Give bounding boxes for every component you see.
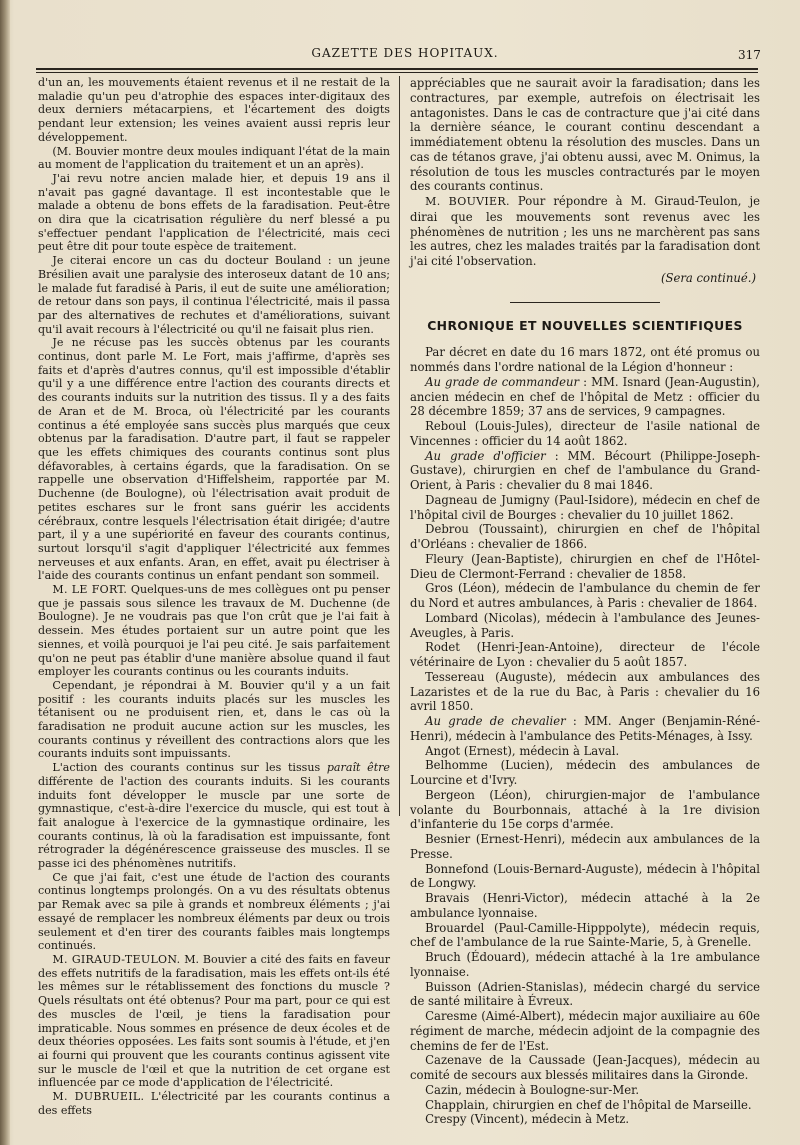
section-separator — [510, 302, 660, 303]
honor-entry: Besnier (Ernest-Henri), médecin aux ambulances de la Presse. — [410, 832, 760, 861]
italic-text: paraît être — [326, 761, 390, 775]
honor-entry: Bonnefond (Louis-Bernard-Auguste), médecin à l'hôpital de Longwy. — [410, 861, 760, 891]
journal-title: GAZETTE DES HOPITAUX. — [311, 46, 499, 60]
honor-entry: Reboul (Louis-Jules), directeur de l'asile national de Vincennes : officier du 14 août 1862. — [410, 419, 760, 448]
speaker-paragraph — [38, 1090, 390, 1117]
honor-entry: Gros (Léon), médecin de l'ambulance du chemin de fer du Nord et autres ambulances, à Paris : chevalier de 1864. — [410, 581, 760, 610]
grade-heading: Au grade de chevalier — [425, 714, 566, 728]
speaker-name: M. GIRAUD-TEULON. — [52, 953, 181, 966]
header-rule — [36, 68, 758, 73]
grade-heading: Au grade de commandeur — [425, 374, 580, 389]
speaker-text: L'électricité par les courants continus a des effets — [38, 1090, 390, 1117]
honor-entry: Caresme (Aimé-Albert), médecin major auxiliaire au 60e régiment de marche, médecin adjoint de la compagnie des chemins de fer de l'Est. — [410, 1009, 760, 1053]
right-column — [410, 76, 760, 1127]
paragraph: d'un an, les mouvements étaient revenus et il ne restait de la maladie qu'un peu d'atrophie des espaces inter-digitaux des deux derniers métacarpiens, et l'écartement des doigts pendant leur extension; les veines avaient aussi repris leur développement. — [38, 76, 390, 144]
honor-entry: Rodet (Henri-Jean-Antoine), directeur de l'école vétérinaire de Lyon : chevalier du 5 août 1857. — [410, 640, 760, 669]
entry-text: : MM. Isnard (Jean-Augustin), ancien médecin en chef de l'hôpital de Metz : officier du 28 décembre 1859; 37 ans de services, 9 campagnes. — [410, 374, 760, 419]
honor-entry: Tessereau (Auguste), médecin aux ambulances des Lazaristes et de la rue du Bac, à Paris : chevalier du 16 avril 1850. — [410, 669, 760, 714]
honor-entry: Debrou (Toussaint), chirurgien en chef de l'hôpital d'Orléans : chevalier de 1866. — [410, 522, 760, 551]
speaker-name: M. BOUVIER. — [425, 195, 510, 208]
speaker-name: M. LE FORT. — [52, 583, 128, 597]
column-divider — [399, 76, 400, 816]
honor-entry: Dagneau de Jumigny (Paul-Isidore), médecin en chef de l'hôpital civil de Bourges : chevalier du 10 juillet 1862. — [410, 492, 760, 522]
honor-entry: Bergeon (Léon), chirurgien-major de l'ambulance volante du Bourbonnais, attaché à la 1re division d'infanterie du 15e corps d'armée. — [410, 787, 760, 832]
entry-text: : MM. Anger (Benjamin-Réné-Henri), médecin à l'ambulance des Petits-Ménages, à Issy. — [410, 714, 760, 743]
paragraph: Je ne récuse pas les succès obtenus par les courants continus, dont parle M. Le Fort, mais j'affirme, d'après ses faits et d'après d'autres connus, qu'il est impossible d'établir qu'il y a une différence entre l'action des courants directs et des courants induits sur la nutrition des tissus. Il y a des faits de Aran et de M. Broca, où l'électricité par les courants continus a été employée sans succès plus marqués que ceux obtenus par la faradisation. D'autre part, il faut se rappeler que les effets chimiques des courants continus sont plus défavorables, à certains égards, que la faradisation. On se rappelle une observation d'Hiffelsheim, rapportée par M. Duchenne (de Boulogne), où l'électrisation avait produit de petites eschares sur le front sans guérir les accidents cérébraux, contre lesquels l'électrisation était dirigée; d'autre part, il y a une supériorité en faveur des courants continus, surtout lorsqu'il s'agit d'appliquer l'électricité aux femmes nerveuses et aux enfants. Aran, en effet, avait pu électriser à l'aide des courants continus un enfant pendant son sommeil. — [38, 336, 390, 583]
continued-note: (Sera continué.) — [660, 270, 756, 285]
speaker-paragraph — [410, 194, 760, 269]
paragraph: appréciables que ne saurait avoir la faradisation; dans les contractures, par exemple, autrefois on électrisait les antagonistes. Dans le cas de contracture que j'ai cité dans la dernière séance, le courant continu descendant a immédiatement obtenu la résolution des muscles. Dans un cas de tétanos grave, j'ai obtenu aussi, avec M. Onimus, la résolution de tous les muscles contracturés par le moyen des courants continus. — [410, 76, 760, 194]
honor-entry — [410, 375, 760, 419]
paragraph — [38, 761, 390, 871]
paragraph: Cependant, je répondrai à M. Bouvier qu'il y a un fait positif : les courants induits placés sur les muscles les tétanisent ou ne produisent rien, et, dans le cas où la faradisation ne produit aucune action sur les muscles, les courants continus y réveillent des contractions alors que les courants induits sont impuissants. — [38, 678, 390, 761]
page-number: 317 — [738, 48, 761, 62]
honor-entry: Belhomme (Lucien), médecin des ambulances de Lourcine et d'Ivry. — [410, 758, 760, 787]
left-column — [38, 76, 390, 1117]
paragraph-text: L'action des courants continus sur les tissus — [52, 761, 327, 775]
section-title: CHRONIQUE ET NOUVELLES SCIENTIFIQUES — [427, 317, 743, 333]
paragraph: (M. Bouvier montre deux moules indiquant l'état de la main au moment de l'application du traitement et un an après). — [38, 144, 390, 172]
honor-entry: Brouardel (Paul-Camille-Hipppolyte), médecin requis, chef de l'ambulance de la rue Sainte-Marie, 5, à Grenelle. — [410, 920, 760, 950]
honor-entry: Chapplain, chirurgien en chef de l'hôpital de Marseille. — [425, 1097, 752, 1112]
honor-entry: Cazin, médecin à Boulogne-sur-Mer. — [425, 1082, 640, 1097]
honor-entry: Lombard (Nicolas), médecin à l'ambulance des Jeunes-Aveugles, à Paris. — [410, 610, 760, 640]
speaker-text: Pour répondre à M. Giraud-Teulon, je dirai que les mouvements sont revenus avec les phénomènes de nutrition ; les uns ne marchèrent pas sans les autres, chez les malades traités par la faradisation dont j'ai cité l'observation. — [410, 194, 761, 268]
paragraph-text: différente de l'action des courants induits. Si les courants induits font développer le muscle par une sorte de gymnastique, c'est-à-dire l'exercice du muscle, qui est tout à fait analogue à l'exercice de la gymnastique ordinaire, les courants continus, là où la faradisation est impuissante, font rétrograder la dégénérescence graisseuse des muscles. Il se passe ici des phénomènes nutritifs. — [38, 774, 390, 871]
honor-entry — [410, 714, 760, 744]
page-binding-edge — [0, 0, 10, 1145]
speaker-text: Quelques-uns de mes collègues ont pu penser que je passais sous silence les travaux de M. Duchenne (de Boulogne). Je ne voudrais pas que l'on crût que je l'ai fait à dessein. Mes études portaient sur un autre point que les siennes, et voilà pourquoi je l'ai peu cité. Je sais parfaitement qu'on ne peut pas établir d'une manière absolue quand il faut employer les courants continus ou les courants induits. — [38, 583, 391, 679]
honor-entry: Bruch (Édouard), médecin attaché à la 1re ambulance lyonnaise. — [410, 950, 760, 979]
honor-entry: Angot (Ernest), médecin à Laval. — [425, 743, 620, 758]
paragraph: Je citerai encore un cas du docteur Bouland : un jeune Brésilien avait une paralysie des interoseux datant de 10 ans; le malade fut faradisé à Paris, il eut de suite une amélioration; de retour dans son pays, il continua l'électricité, mais il passa par des alternatives de rechutes et d'améliorations, suivant qu'il avait recours à l'électricité ou qu'il ne faisait plus rien. — [38, 254, 390, 336]
honor-entry: Fleury (Jean-Baptiste), chirurgien en chef de l'Hôtel-Dieu de Clermont-Ferrand : chevalier de 1858. — [410, 551, 760, 581]
speaker-paragraph — [38, 953, 390, 1090]
speaker-text: M. Bouvier a cité des faits en faveur des effets nutritifs de la faradisation, mais les effets ont-ils été les mêmes sur le rétablissement des fonctions du muscle ? Quels résultats ont été obtenus? Pour ma part, pour ce qui est des muscles de l'œil, je tiens la faradisation pour impraticable. Nous sommes en présence de deux écoles et de deux théories opposées. Les faits sont soumis à l'étude, et j'en ai fourni qui prouvent que les courants continus agissent vite sur le muscle de l'œil et que la nutrition de cet organe est influencée par ce mode d'application de l'électricité. — [38, 953, 390, 1090]
speaker-paragraph — [38, 583, 390, 679]
honor-entry: Bravais (Henri-Victor), médecin attaché à la 2e ambulance lyonnaise. — [410, 891, 760, 920]
honor-entry: Buisson (Adrien-Stanislas), médecin chargé du service de santé militaire à Évreux. — [410, 979, 760, 1009]
honor-entry: Crespy (Vincent), médecin à Metz. — [425, 1112, 630, 1127]
honor-entry — [410, 449, 760, 493]
paragraph: Par décret en date du 16 mars 1872, ont été promus ou nommés dans l'ordre national de la Légion d'honneur : — [410, 345, 760, 374]
speaker-name: M. DUBRUEIL. — [52, 1090, 145, 1104]
paragraph: J'ai revu notre ancien malade hier, et depuis 19 ans il n'avait pas gagné davantage. Il est incontestable que le malade a obtenu de bons effets de la faradisation. Peut-être on dira que la cicatrisation régulière du nerf blessé a pu s'effectuer pendant l'application de l'électricité, mais ceci peut être dit pour toute espèce de traitement. — [38, 171, 390, 254]
running-head — [0, 44, 800, 66]
entry-text: : MM. Bécourt (Philippe-Joseph-Gustave), chirurgien en chef de l'ambulance du Grand-Orient, à Paris : chevalier du 8 mai 1846. — [410, 448, 760, 492]
grade-heading: Au grade d'officier — [425, 448, 546, 463]
honor-entry: Cazenave de la Caussade (Jean-Jacques), médecin au comité de secours aux blessés militaires dans la Gironde. — [410, 1053, 760, 1082]
paragraph: Ce que j'ai fait, c'est une étude de l'action des courants continus longtemps prolongés. On a vu des résultats obtenus par Remak avec sa pile à grands et nombreux éléments ; j'ai essayé de remplacer les nombreux éléments par deux ou trois seulement et d'en tirer des courants faibles mais longtemps continués. — [38, 870, 390, 953]
